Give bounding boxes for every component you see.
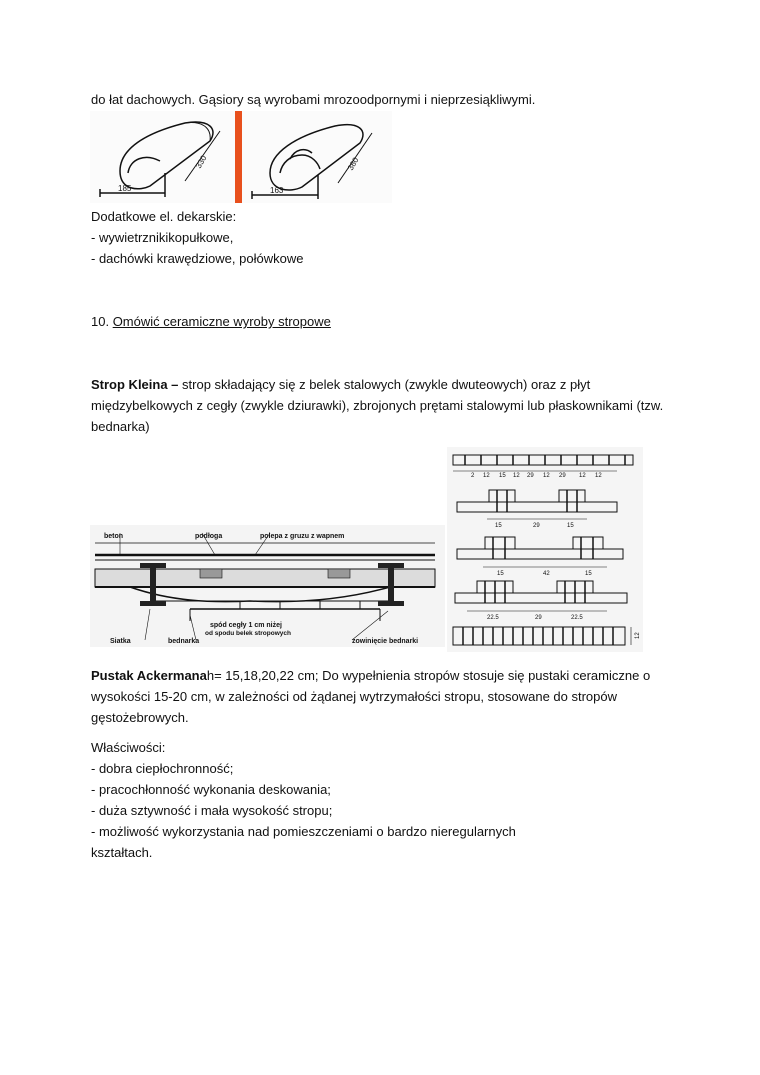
properties-item: - pracochłonność wykonania deskowania; (91, 782, 331, 797)
ridge-tiles-figure (90, 111, 392, 203)
label-podloga: podłoga (195, 533, 223, 540)
brick-dim: 15 (585, 571, 592, 577)
label-spod-1: spód cegły 1 cm niżej (210, 622, 282, 629)
divider-bar (235, 111, 242, 203)
question-heading (91, 311, 331, 332)
ackerman-text: wysokości 15-20 cm, w zależności od żądanej wytrzymałości stropu, stosowane do stropów (91, 689, 618, 704)
extras-item: - dachówki krawędziowe, połówkowe (91, 251, 304, 266)
klein-text: bednarka) (91, 419, 150, 434)
properties-item: - duża sztywność i mała wysokość stropu; (91, 803, 333, 818)
ridge-left-length: 330 (193, 153, 209, 170)
label-bednarka: bednarka (168, 638, 200, 645)
brick-dim: 42 (543, 571, 550, 577)
ridge-right-length: 380 (345, 155, 361, 172)
brick-dim: 29 (533, 523, 540, 529)
brick-dim: 29 (535, 615, 542, 621)
klein-text: strop składający się z belek stalowych (zwykle dwuteowych) oraz z płyt (178, 377, 591, 392)
brick-dim: 29 (559, 473, 566, 479)
ridge-left-width: 185 (118, 184, 132, 193)
brick-dim: 12 (579, 473, 586, 479)
brick-dim: 12 (483, 473, 490, 479)
ackerman-term: Pustak Ackermana (91, 668, 207, 683)
properties-item: - możliwość wykorzystania nad pomieszczeniami o bardzo nieregularnych (91, 824, 516, 839)
klein-text: międzybelkowych z cegły (zwykle dziurawki), zbrojonych prętami stalowymi lub płaskownikami (tzw. (91, 398, 664, 413)
intro-line: do łat dachowych. Gąsiory są wyrobami mrozoodpornymi i nieprzesiąkliwymi. (91, 92, 536, 107)
properties-item: kształtach. (91, 845, 153, 860)
brick-dim: 12 (513, 473, 520, 479)
brick-dim: 15 (499, 473, 506, 479)
question-number: 10. (91, 314, 113, 329)
klein-term: Strop Kleina – (91, 377, 179, 392)
brick-dim: 15 (495, 523, 502, 529)
brick-side-dim: 12 (635, 632, 641, 639)
properties-block (91, 737, 691, 863)
properties-item: - dobra ciepłochronność; (91, 761, 234, 776)
brick-dim: 22.5 (571, 615, 583, 621)
klein-paragraph (91, 374, 691, 437)
ackerman-paragraph (91, 665, 691, 728)
ridge-right-width: 163 (270, 186, 284, 195)
brick-dim: 15 (567, 523, 574, 529)
properties-heading: Właściwości: (91, 740, 166, 755)
ackerman-text: h= 15,18,20,22 cm; Do wypełnienia stropów stosuje się pustaki ceramiczne o (206, 668, 651, 683)
extras-item: - wywietrznikikopułkowe, (91, 230, 234, 245)
label-spod-2: od spodu belek stropowych (205, 630, 291, 637)
question-title: Omówić ceramiczne wyroby stropowe (112, 314, 331, 329)
label-zawiniecie: zowinięcie bednarki (352, 638, 419, 645)
brick-dim: 2 (471, 473, 475, 479)
brick-series-figure (447, 447, 643, 652)
brick-dim: 29 (527, 473, 534, 479)
brick-dim: 15 (497, 571, 504, 577)
extras-heading: Dodatkowe el. dekarskie: (91, 209, 237, 224)
brick-dim: 12 (595, 473, 602, 479)
label-polepa: polepa z gruzu z wapnem (260, 533, 345, 540)
label-siatka: Siatka (110, 638, 131, 645)
extras-block (91, 206, 691, 269)
ackerman-text: gęstożebrowych. (91, 710, 189, 725)
label-beton: beton (104, 533, 124, 540)
brick-dim: 22.5 (487, 615, 499, 621)
klein-section-figure (90, 525, 445, 647)
brick-dim: 12 (543, 473, 550, 479)
